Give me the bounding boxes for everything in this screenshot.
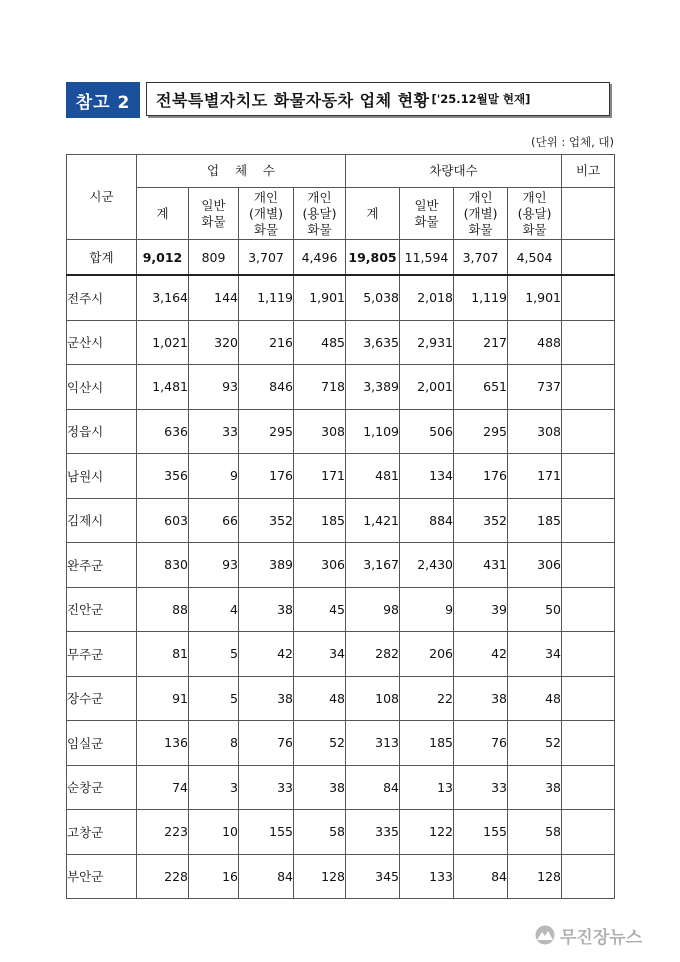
value-cell: 45 (294, 587, 346, 632)
value-cell: 306 (508, 543, 562, 588)
region-name: 완주군 (67, 543, 137, 588)
value-cell: 308 (508, 409, 562, 454)
value-cell: 33 (454, 765, 508, 810)
region-name: 익산시 (67, 365, 137, 410)
value-cell: 38 (239, 676, 294, 721)
value-cell: 144 (189, 275, 239, 320)
value-cell: 48 (508, 676, 562, 721)
value-cell: 481 (346, 454, 400, 499)
value-cell: 176 (239, 454, 294, 499)
vehicle-subheader-individual-van-cargo: 개인 (용달) 화물 (508, 188, 562, 240)
value-cell: 9 (400, 587, 454, 632)
sum-cell: 4,504 (508, 240, 562, 276)
table-row (67, 365, 615, 410)
value-cell: 1,109 (346, 409, 400, 454)
table-row (67, 320, 615, 365)
value-cell: 846 (239, 365, 294, 410)
value-cell: 737 (508, 365, 562, 410)
region-name: 남원시 (67, 454, 137, 499)
value-cell: 1,901 (294, 275, 346, 320)
value-cell: 1,119 (239, 275, 294, 320)
value-cell: 176 (454, 454, 508, 499)
value-cell: 356 (137, 454, 189, 499)
value-cell: 52 (294, 721, 346, 766)
value-cell: 389 (239, 543, 294, 588)
value-cell: 108 (346, 676, 400, 721)
value-cell: 306 (294, 543, 346, 588)
value-cell: 3 (189, 765, 239, 810)
table-row (67, 676, 615, 721)
value-cell: 4 (189, 587, 239, 632)
value-cell: 185 (508, 498, 562, 543)
value-cell: 2,931 (400, 320, 454, 365)
remarks-cell (562, 409, 615, 454)
vehicle-subheader-total: 계 (346, 188, 400, 240)
value-cell: 81 (137, 632, 189, 677)
value-cell: 58 (294, 810, 346, 855)
value-cell: 5,038 (346, 275, 400, 320)
value-cell: 282 (346, 632, 400, 677)
reference-badge: 참고 2 (66, 82, 140, 118)
sum-cell: 3,707 (454, 240, 508, 276)
region-name: 진안군 (67, 587, 137, 632)
table-row (67, 454, 615, 499)
remarks-cell (562, 240, 615, 276)
value-cell: 3,635 (346, 320, 400, 365)
remarks-cell (562, 854, 615, 899)
sum-cell: 19,805 (346, 240, 400, 276)
value-cell: 93 (189, 543, 239, 588)
value-cell: 223 (137, 810, 189, 855)
value-cell: 50 (508, 587, 562, 632)
value-cell: 38 (508, 765, 562, 810)
value-cell: 2,001 (400, 365, 454, 410)
value-cell: 38 (454, 676, 508, 721)
mountain-logo-icon (534, 925, 556, 945)
value-cell: 295 (239, 409, 294, 454)
value-cell: 8 (189, 721, 239, 766)
value-cell: 335 (346, 810, 400, 855)
value-cell: 216 (239, 320, 294, 365)
value-cell: 1,021 (137, 320, 189, 365)
table-row (67, 587, 615, 632)
value-cell: 345 (346, 854, 400, 899)
value-cell: 488 (508, 320, 562, 365)
remarks-cell (562, 454, 615, 499)
sum-cell: 4,496 (294, 240, 346, 276)
value-cell: 38 (239, 587, 294, 632)
value-cell: 38 (294, 765, 346, 810)
table-row (67, 543, 615, 588)
value-cell: 1,119 (454, 275, 508, 320)
value-cell: 33 (239, 765, 294, 810)
remarks-cell (562, 320, 615, 365)
vehicle-subheader-individual-separate-cargo: 개인 (개별) 화물 (454, 188, 508, 240)
value-cell: 128 (508, 854, 562, 899)
as-of-date: ['25.12월말 현재] (431, 92, 531, 106)
table-row (67, 632, 615, 677)
value-cell: 1,421 (346, 498, 400, 543)
value-cell: 2,018 (400, 275, 454, 320)
value-cell: 155 (454, 810, 508, 855)
value-cell: 58 (508, 810, 562, 855)
remarks-cell (562, 721, 615, 766)
value-cell: 91 (137, 676, 189, 721)
value-cell: 88 (137, 587, 189, 632)
header-companies: 업 체 수 (137, 155, 346, 188)
region-name: 무주군 (67, 632, 137, 677)
value-cell: 48 (294, 676, 346, 721)
remarks-cell (562, 365, 615, 410)
company-subheader-individual-van-cargo: 개인 (용달) 화물 (294, 188, 346, 240)
value-cell: 42 (454, 632, 508, 677)
region-name: 전주시 (67, 275, 137, 320)
remarks-cell (562, 632, 615, 677)
value-cell: 22 (400, 676, 454, 721)
value-cell: 74 (137, 765, 189, 810)
remarks-cell (562, 810, 615, 855)
value-cell: 33 (189, 409, 239, 454)
value-cell: 3,164 (137, 275, 189, 320)
value-cell: 3,389 (346, 365, 400, 410)
value-cell: 76 (239, 721, 294, 766)
sum-cell: 3,707 (239, 240, 294, 276)
remarks-cell (562, 587, 615, 632)
value-cell: 228 (137, 854, 189, 899)
value-cell: 352 (454, 498, 508, 543)
value-cell: 98 (346, 587, 400, 632)
value-cell: 185 (294, 498, 346, 543)
remarks-cell (562, 676, 615, 721)
value-cell: 3,167 (346, 543, 400, 588)
value-cell: 718 (294, 365, 346, 410)
value-cell: 884 (400, 498, 454, 543)
value-cell: 171 (508, 454, 562, 499)
value-cell: 431 (454, 543, 508, 588)
company-status-table (66, 154, 615, 899)
region-name: 부안군 (67, 854, 137, 899)
watermark (534, 918, 670, 952)
region-name: 장수군 (67, 676, 137, 721)
value-cell: 485 (294, 320, 346, 365)
remarks-cell (562, 543, 615, 588)
value-cell: 76 (454, 721, 508, 766)
header-remarks: 비고 (562, 155, 615, 188)
value-cell: 84 (239, 854, 294, 899)
value-cell: 636 (137, 409, 189, 454)
sum-row (67, 240, 615, 276)
region-name: 임실군 (67, 721, 137, 766)
header-region: 시군 (67, 155, 137, 240)
table-row (67, 765, 615, 810)
value-cell: 128 (294, 854, 346, 899)
value-cell: 830 (137, 543, 189, 588)
title-bar (66, 82, 612, 118)
remarks-cell (562, 498, 615, 543)
sum-cell: 9,012 (137, 240, 189, 276)
value-cell: 93 (189, 365, 239, 410)
unit-note: (단위 : 업체, 대) (530, 135, 614, 149)
value-cell: 34 (294, 632, 346, 677)
company-subheader-individual-separate-cargo: 개인 (개별) 화물 (239, 188, 294, 240)
title-box (146, 82, 610, 116)
value-cell: 34 (508, 632, 562, 677)
value-cell: 206 (400, 632, 454, 677)
header-vehicles: 차량대수 (346, 155, 562, 188)
watermark-text: 무진장뉴스 (560, 927, 643, 948)
value-cell: 1,481 (137, 365, 189, 410)
value-cell: 320 (189, 320, 239, 365)
value-cell: 136 (137, 721, 189, 766)
value-cell: 122 (400, 810, 454, 855)
value-cell: 13 (400, 765, 454, 810)
value-cell: 171 (294, 454, 346, 499)
region-name: 고창군 (67, 810, 137, 855)
table-row (67, 275, 615, 320)
value-cell: 16 (189, 854, 239, 899)
value-cell: 352 (239, 498, 294, 543)
value-cell: 66 (189, 498, 239, 543)
value-cell: 134 (400, 454, 454, 499)
region-name: 정읍시 (67, 409, 137, 454)
value-cell: 2,430 (400, 543, 454, 588)
value-cell: 313 (346, 721, 400, 766)
value-cell: 84 (454, 854, 508, 899)
remarks-cell (562, 275, 615, 320)
value-cell: 308 (294, 409, 346, 454)
value-cell: 603 (137, 498, 189, 543)
value-cell: 185 (400, 721, 454, 766)
value-cell: 5 (189, 676, 239, 721)
remarks-subheader (562, 188, 615, 240)
value-cell: 5 (189, 632, 239, 677)
region-name: 순창군 (67, 765, 137, 810)
value-cell: 133 (400, 854, 454, 899)
value-cell: 295 (454, 409, 508, 454)
table-row (67, 854, 615, 899)
value-cell: 9 (189, 454, 239, 499)
region-name: 군산시 (67, 320, 137, 365)
vehicle-subheader-general-cargo: 일반 화물 (400, 188, 454, 240)
remarks-cell (562, 765, 615, 810)
value-cell: 42 (239, 632, 294, 677)
sum-cell: 11,594 (400, 240, 454, 276)
table-row (67, 810, 615, 855)
value-cell: 651 (454, 365, 508, 410)
region-name: 김제시 (67, 498, 137, 543)
page-title: 전북특별자치도 화물자동차 업체 현황 (156, 90, 430, 110)
company-subheader-total: 계 (137, 188, 189, 240)
value-cell: 52 (508, 721, 562, 766)
table-row (67, 498, 615, 543)
value-cell: 506 (400, 409, 454, 454)
value-cell: 84 (346, 765, 400, 810)
value-cell: 39 (454, 587, 508, 632)
value-cell: 10 (189, 810, 239, 855)
value-cell: 155 (239, 810, 294, 855)
table-row (67, 721, 615, 766)
table-row (67, 409, 615, 454)
sum-label: 합계 (67, 240, 137, 276)
company-subheader-general-cargo: 일반 화물 (189, 188, 239, 240)
value-cell: 217 (454, 320, 508, 365)
value-cell: 1,901 (508, 275, 562, 320)
sum-cell: 809 (189, 240, 239, 276)
